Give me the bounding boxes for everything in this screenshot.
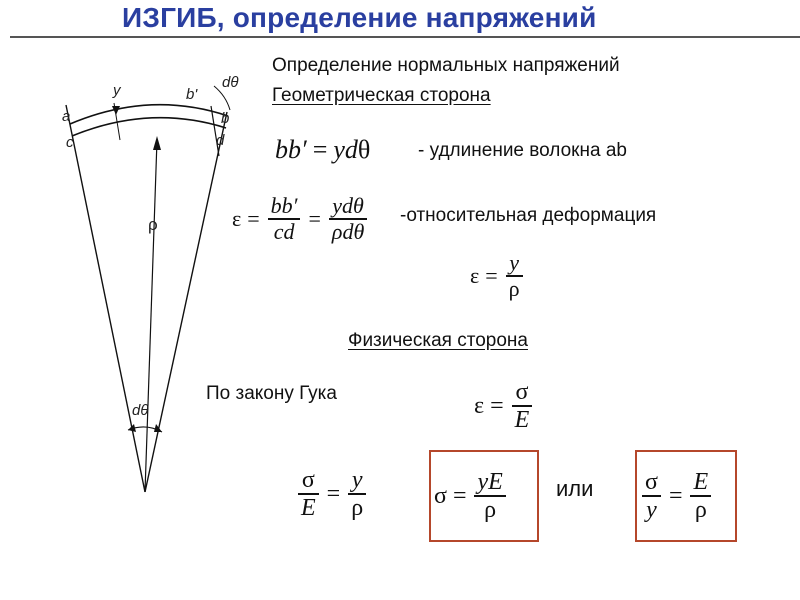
equals-sign-2: = — [308, 206, 321, 231]
rho-arrowhead — [153, 136, 161, 150]
sigma-boxed-formula — [434, 458, 508, 534]
outer-fiber-arc — [70, 105, 228, 124]
elongation-note: - удлинение волокна ab — [418, 140, 627, 161]
fraction-numerator: σ — [515, 378, 529, 405]
fraction-numerator: bb′ — [270, 193, 298, 219]
elongation-formula — [275, 130, 370, 170]
sigma-over-y-fraction — [642, 469, 661, 523]
label-b-prime: b' — [186, 86, 198, 103]
fraction-numerator: ydθ — [332, 193, 364, 219]
slide-title: ИЗГИБ, определение напряжений — [122, 2, 597, 33]
bb-over-cd-fraction — [268, 194, 301, 244]
fraction-denominator: ρ — [508, 275, 520, 301]
fraction-numerator: y — [509, 250, 520, 276]
epsilon-symbol: ε — [470, 263, 480, 288]
left-radius-line — [66, 105, 145, 492]
fraction-denominator: ρ — [694, 496, 707, 523]
fraction-denominator: ρ — [484, 496, 497, 523]
fraction-denominator: cd — [273, 218, 295, 244]
sigma-over-e-fraction — [512, 379, 533, 433]
label-c: c — [66, 134, 74, 151]
fraction-numerator: σ — [301, 466, 315, 493]
center-radius-line — [145, 140, 157, 492]
fraction-numerator: yE — [477, 468, 503, 495]
neutral-fiber-arc — [72, 118, 226, 136]
physical-side-heading: Физическая сторона — [348, 330, 528, 351]
e-over-rho-fraction — [690, 469, 711, 523]
ydtheta-over-rhodtheta-fraction — [329, 194, 367, 244]
relative-deformation-note: -относительная деформация — [400, 205, 657, 226]
strain-formula — [470, 243, 525, 309]
y-over-rho-fraction — [348, 467, 366, 521]
or-word: или — [556, 476, 594, 501]
strain-ratio-formula — [232, 183, 369, 255]
sigma-over-e-formula — [296, 456, 368, 532]
y-over-rho-fraction — [506, 251, 523, 301]
bb-prime-term: bb′ — [275, 135, 307, 164]
hooke-formula — [474, 370, 534, 442]
ye-over-rho-fraction — [474, 469, 505, 523]
label-b: b — [221, 110, 230, 127]
fraction-numerator: y — [351, 466, 363, 493]
fraction-denominator: y — [646, 496, 657, 523]
right-radius-line — [145, 110, 230, 492]
equals-sign: = — [485, 263, 498, 288]
label-rho: ρ — [148, 215, 158, 234]
y-term: y — [333, 135, 345, 164]
geometric-side-heading: Геометрическая сторона — [272, 85, 491, 106]
equals-sign: = — [326, 480, 341, 507]
fraction-denominator: ρ — [351, 494, 364, 521]
equals-sign: = — [312, 135, 328, 164]
label-a: a — [62, 108, 71, 125]
section-heading: Определение нормальных напряжений — [272, 55, 620, 76]
ratio-boxed-formula — [640, 458, 713, 534]
fraction-numerator: E — [693, 468, 709, 495]
fraction-denominator: E — [301, 494, 316, 521]
equals-sign: = — [247, 206, 260, 231]
d-term: d — [344, 135, 358, 164]
hooke-law-label: По закону Гука — [206, 383, 337, 404]
dtheta-arrowhead-right — [154, 424, 162, 432]
theta-term: θ — [357, 135, 371, 164]
sigma-over-e-fraction — [298, 467, 319, 521]
sigma-symbol: σ — [434, 482, 447, 509]
label-dtheta-bottom: dθ — [132, 402, 149, 419]
label-d: d — [216, 132, 225, 149]
fraction-denominator: ρdθ — [331, 218, 365, 244]
label-y: y — [113, 82, 121, 99]
label-dtheta-top: dθ — [222, 74, 239, 91]
epsilon-symbol: ε — [232, 206, 242, 231]
equals-sign: = — [668, 482, 683, 509]
equals-sign: = — [490, 392, 504, 419]
equals-sign: = — [452, 482, 467, 509]
fraction-denominator: E — [514, 406, 530, 433]
epsilon-symbol: ε — [474, 392, 485, 419]
fraction-numerator: σ — [645, 468, 658, 495]
